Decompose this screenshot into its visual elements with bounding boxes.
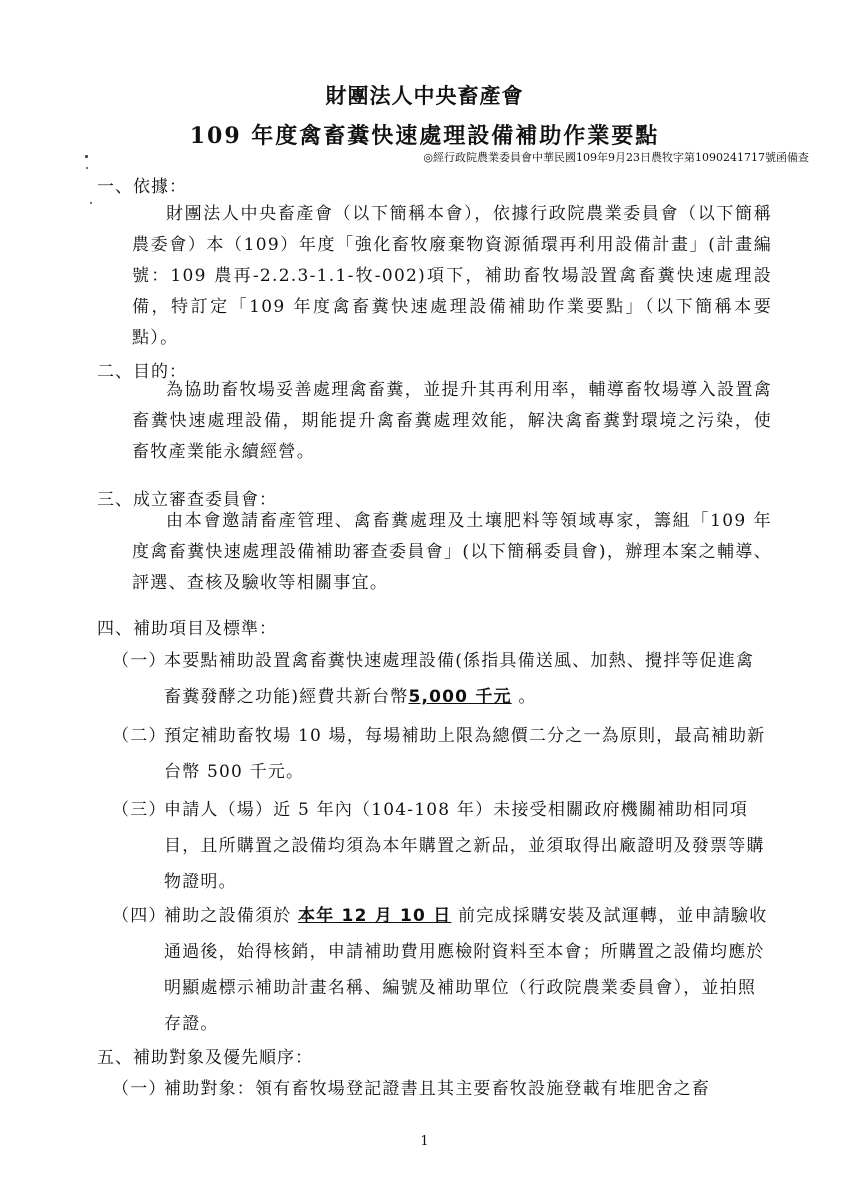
item-text: 預定補助畜牧場 10 場，每場補助上限為總價二分之一為原則，最高補助新台幣 500 千元。 [164,726,766,782]
item-label: （一） [112,651,167,671]
item-label: （四） [112,906,167,926]
section-text-committee: 由本會邀請畜產管理、禽畜糞處理及土壤肥料等領域專家，籌組「109 年度禽畜糞快速處理設備補助審查委員會」(以下簡稱委員會)，辦理本案之輔導、評選、查核及驗收等相關事宜。 [132,511,772,593]
item-text: 補助對象：領有畜牧場登記證書且其主要畜牧設施登載有堆肥舍之畜 [164,1079,710,1099]
document-title: 109 年度禽畜糞快速處理設備補助作業要點 [189,123,660,149]
section-heading-purpose: 二、目的： [97,362,187,382]
list-item [112,898,772,1042]
approval-reference: ◎經行政院農業委員會中華民國109年9月23日農牧字第1090241717號函備查 [423,151,809,164]
item-text-post: 。 [511,687,537,707]
scan-speck [90,202,92,204]
item-text [164,898,772,1042]
section-text-purpose: 為協助畜牧場妥善處理禽畜糞，並提升其再利用率，輔導畜牧場導入設置禽畜糞快速處理設備，期能提升禽畜糞處理效能，解決禽畜糞對環境之污染，使畜牧產業能永續經營。 [132,380,772,462]
item-text-pre: 補助之設備須於 [164,906,299,926]
section-heading-committee: 三、成立審查委員會： [97,490,277,510]
item-text: 申請人（場）近 5 年內（104-108 年）未接受相關政府機關補助相同項目，且所購置之設備均須為本年購置之新品，並須取得出廠證明及發票等購物證明。 [164,800,765,892]
list-item [112,792,772,900]
item-label: （三） [112,800,167,820]
item-label: （二） [112,726,167,746]
item-text [164,643,772,715]
org-title: 財團法人中央畜產會 [325,83,524,108]
item-text-pre: 本要點補助設置禽畜糞快速處理設備(係指具備送風、加熱、攪拌等促進禽畜糞發酵之功能)經費共新台幣 [164,651,755,707]
scan-speck [86,167,88,169]
item-label: （一） [112,1079,167,1099]
budget-amount: 5,000 千元 [408,687,512,707]
section-heading-basis: 一、依據： [97,177,187,197]
list-item [112,1071,772,1107]
section-heading-subsidy-standards: 四、補助項目及標準： [97,619,277,639]
section-heading-eligibility: 五、補助對象及優先順序： [97,1048,313,1068]
section-text-basis: 財團法人中央畜產會（以下簡稱本會），依據行政院農業委員會（以下簡稱農委會）本（109）年度「強化畜牧廢棄物資源循環再利用設備計畫」(計畫編號：109 農再-2.2.3-1.1-牧-002)項下，補助畜牧場設置禽畜糞快速處理設備，特訂定「109 年度禽畜糞快速處理設備補助作業要點」（以下簡稱本要點）。 [132,204,772,348]
scan-speck [85,155,88,158]
item-text-post: 前完成採購安裝及試運轉，並申請驗收通過後，始得核銷，申請補助費用應檢附資料至本會；所購置之設備均應於明顯處標示補助計畫名稱、編號及補助單位（行政院農業委員會），並拍照存證。 [164,906,768,1034]
list-item [112,718,772,790]
page-number: 1 [420,1134,429,1149]
deadline-date: 本年 12 月 10 日 [298,906,452,926]
list-item [112,643,772,715]
